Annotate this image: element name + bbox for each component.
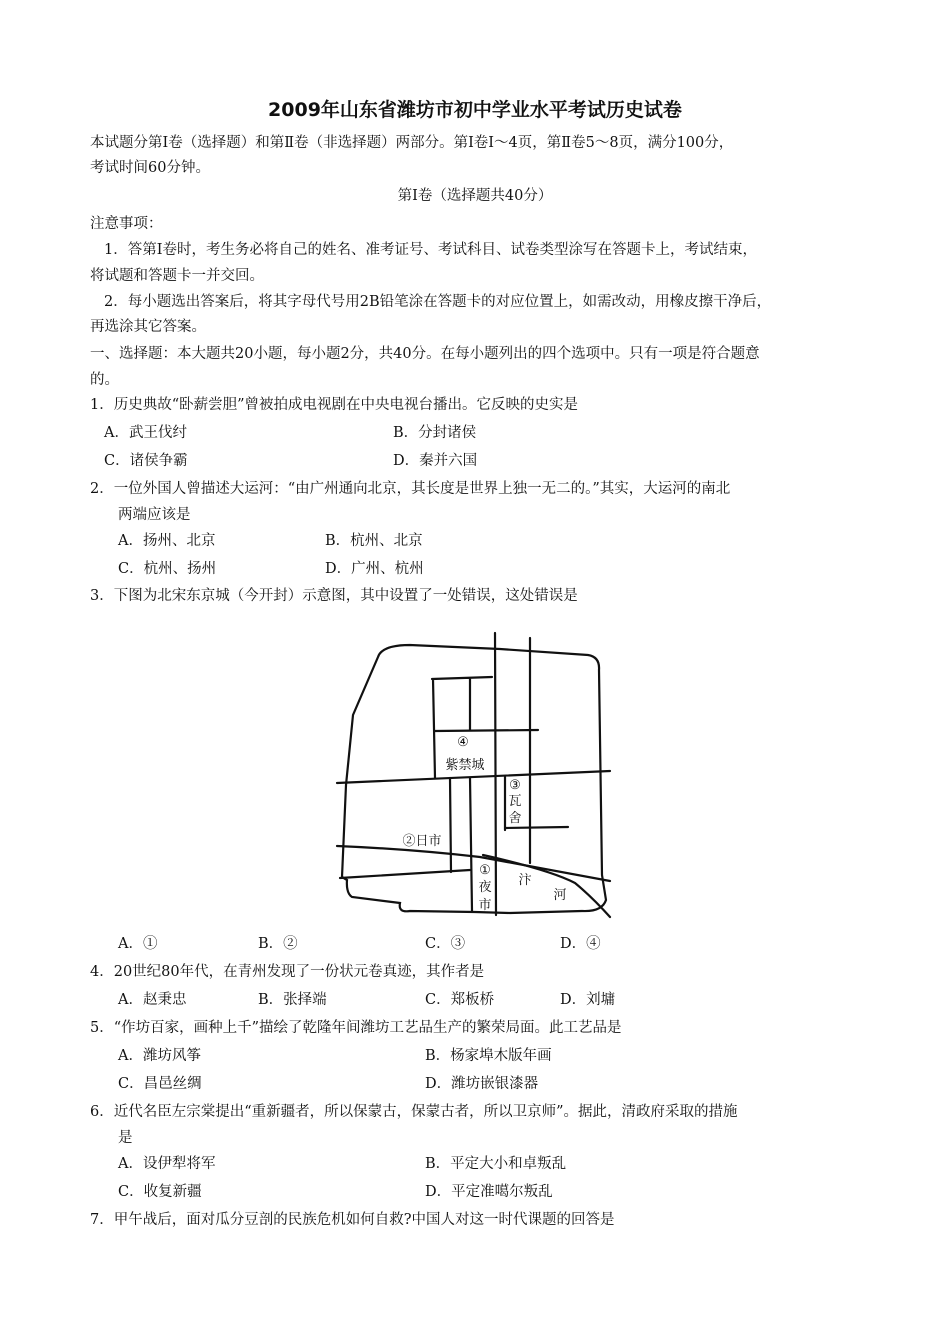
option: C．诸侯争霸 [104,453,188,469]
instruction-line: 的。 [90,372,119,388]
map-label-4: ④ [457,735,469,750]
option: A．设伊犁将军 [118,1156,216,1172]
map-label-bian: 汴 [518,873,532,888]
map-label-ye: 夜 [478,880,492,895]
question-stem: 7．甲午战后，面对瓜分豆剖的民族危机如何自救?中国人对这一时代课题的回答是 [90,1212,615,1228]
question-stem: 3．下图为北宋东京城（今开封）示意图，其中设置了一处错误，这处错误是 [90,588,578,604]
option: D．秦并六国 [393,453,478,469]
option: B．杭州、北京 [325,533,423,549]
note-line: 再选涂其它答案。 [90,319,206,335]
intro-line: 本试题分第Ⅰ卷（选择题）和第Ⅱ卷（非选择题）两部分。第Ⅰ卷Ⅰ～4页，第Ⅱ卷5～8页，满分100分， [90,135,734,151]
question-stem: 是 [118,1130,133,1146]
option: A．武王伐纣 [104,425,187,441]
option: A．赵秉忠 [118,992,187,1008]
option: B．平定大小和卓叛乱 [425,1156,567,1172]
map-label-1: ① [479,863,491,878]
map-label-day-market: ②日市 [402,834,442,849]
option: A．① [118,936,158,952]
option: A．扬州、北京 [118,533,216,549]
question-stem: 1．历史典故“卧薪尝胆”曾被拍成电视剧在中央电视台播出。它反映的史实是 [90,397,579,413]
question-stem: 4．20世纪80年代，在青州发现了一份状元卷真迹，其作者是 [90,964,485,980]
option: D．广州、杭州 [325,561,424,577]
note-line: 将试题和答题卡一并交回。 [90,268,264,284]
option: C．③ [425,936,466,952]
notes-heading: 注意事项： [90,216,163,232]
map-label-she: 舍 [508,811,522,826]
option: A．潍坊风筝 [118,1048,201,1064]
note-line: 2．每小题选出答案后，将其字母代号用2B铅笔涂在答题卡的对应位置上，如需改动，用橡皮擦干净后， [104,294,772,310]
option: C．昌邑丝绸 [118,1076,202,1092]
section-heading: 第Ⅰ卷（选择题共40分） [397,188,553,204]
option: B．② [258,936,298,952]
kaifeng-city-map [320,625,620,925]
option: C．郑板桥 [425,992,495,1008]
option: D．潍坊嵌银漆器 [425,1076,539,1092]
option: D．平定准噶尔叛乱 [425,1184,553,1200]
option: C．收复新疆 [118,1184,202,1200]
question-stem: 6．近代名臣左宗棠提出“重新疆者，所以保蒙古，保蒙古者，所以卫京师”。据此，清政府采取的措施 [90,1104,738,1120]
map-label-wa: 瓦 [508,794,522,809]
option: D．④ [560,936,601,952]
option: B．杨家埠木版年画 [425,1048,552,1064]
question-stem: 2．一位外国人曾描述大运河：“由广州通向北京，其长度是世界上独一无二的。”其实，大运河的南北 [90,481,731,497]
map-label-he: 河 [553,888,567,903]
option: C．杭州、扬州 [118,561,217,577]
map-label-shi: 市 [478,898,492,913]
map-label-3: ③ [509,778,521,793]
option: B．张择端 [258,992,327,1008]
question-stem: 两端应该是 [118,507,191,523]
option: B．分封诸侯 [393,425,477,441]
intro-line: 考试时间60分钟。 [90,160,210,176]
note-line: 1．答第Ⅰ卷时，考生务必将自己的姓名、准考证号、考试科目、试卷类型涂写在答题卡上，考试结束， [104,242,757,258]
question-stem: 5．“作坊百家，画种上千”描绘了乾隆年间潍坊工艺品生产的繁荣局面。此工艺品是 [90,1020,622,1036]
map-label-forbidden-city: 紫禁城 [445,758,485,773]
exam-title: 2009年山东省潍坊市初中学业水平考试历史试卷 [268,99,682,121]
instruction-line: 一、选择题：本大题共20小题，每小题2分，共40分。在每小题列出的四个选项中。只有一项是符合题意 [90,346,760,362]
option: D．刘墉 [560,992,616,1008]
